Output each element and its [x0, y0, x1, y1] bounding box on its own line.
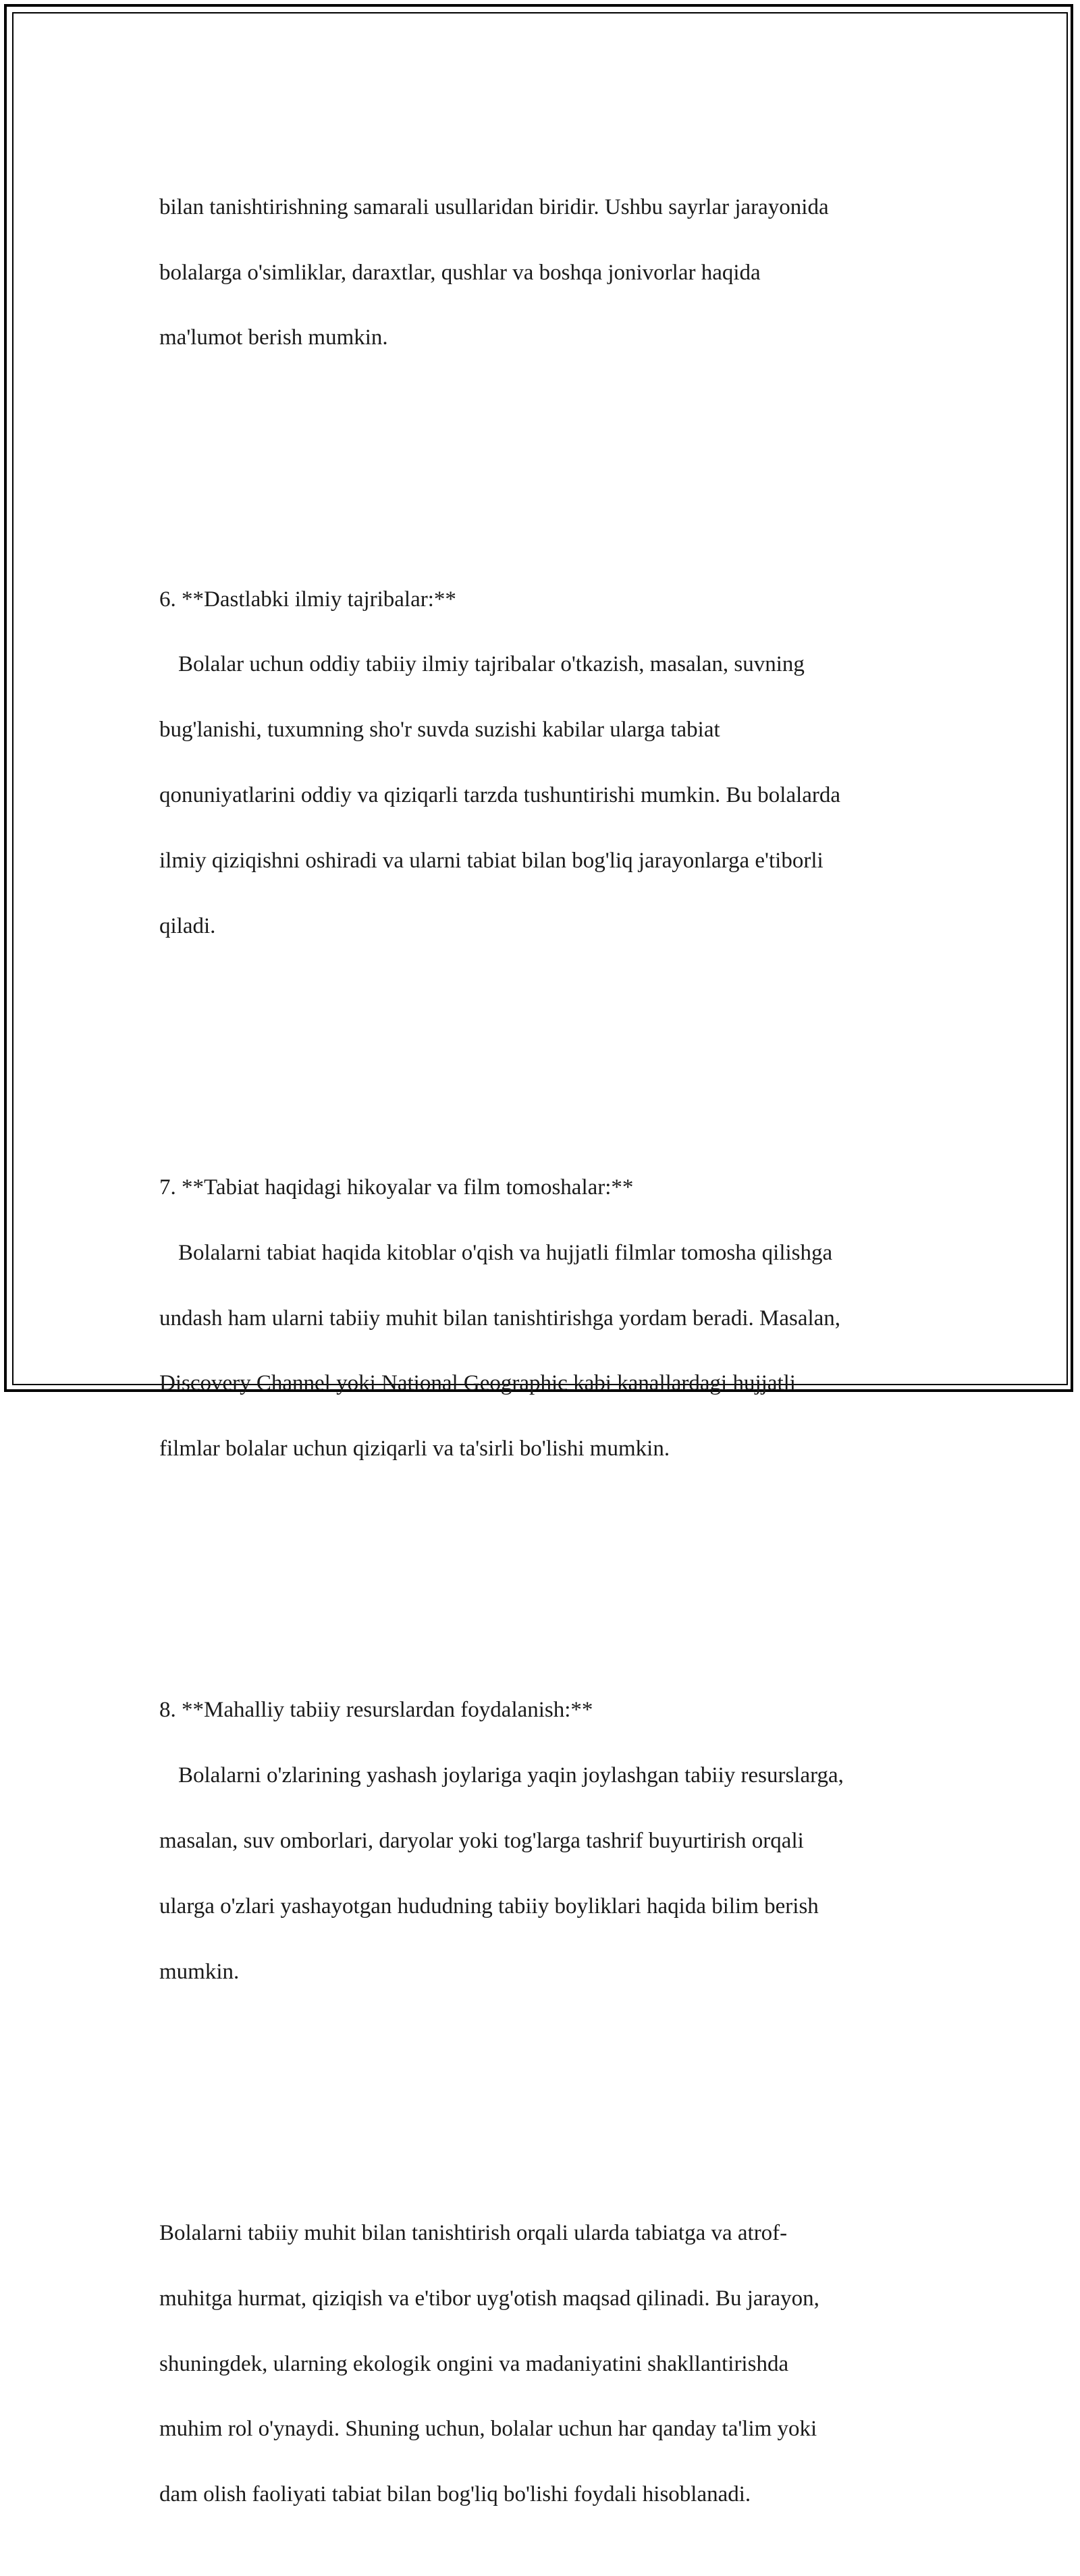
paragraph-gap: [159, 2086, 936, 2118]
paragraph-gap: [159, 1563, 936, 1596]
text-line: Bolalar uchun oddiy tabiiy ilmiy tajribalar o'tkazish, masalan, suvning: [178, 652, 805, 677]
text-line: undash ham ularni tabiiy muhit bilan tanishtirishga yordam beradi. Masalan,: [159, 1306, 841, 1331]
text-line: ma'lumot berish mumkin.: [159, 325, 388, 350]
text-line: Bolalarni o'zlarining yashash joylariga yaqin joylashgan tabiiy resurslarga,: [178, 1763, 844, 1788]
document-body: [159, 126, 936, 2576]
section-8: [159, 1661, 936, 2020]
section-heading: 7. **Tabiat haqidagi hikoyalar va film tomoshalar:**: [159, 1175, 634, 1200]
text-line: muhim rol o'ynaydi. Shuning uchun, bolalar uchun har qanday ta'lim yoki: [159, 2417, 817, 2442]
intro-paragraph: [159, 158, 936, 387]
text-line: Discovery Channel yoki National Geographic kabi kanallardagi hujjatli: [159, 1371, 796, 1396]
conclusion-paragraph: [159, 2184, 936, 2544]
paragraph-gap: [159, 1040, 936, 1073]
text-line: Bolalarni tabiiy muhit bilan tanishtirish orqali ularda tabiatga va atrof-: [159, 2220, 788, 2245]
text-line: bolalarga o'simliklar, daraxtlar, qushlar va boshqa jonivorlar haqida: [159, 260, 761, 285]
paragraph-gap: [159, 452, 936, 485]
section-7: [159, 1139, 936, 1498]
section-6: [159, 550, 936, 975]
text-line: masalan, suv omborlari, daryolar yoki tog'larga tashrif buyurtirish orqali: [159, 1829, 804, 1854]
text-line: bilan tanishtirishning samarali usullaridan biridir. Ushbu sayrlar jarayonida: [159, 194, 829, 219]
text-line: qonuniyatlarini oddiy va qiziqarli tarzda tushuntirishi mumkin. Bu bolalarda: [159, 783, 841, 808]
text-line: Bolalarni tabiat haqida kitoblar o'qish va hujjatli filmlar tomosha qilishga: [178, 1240, 833, 1265]
text-line: mumkin.: [159, 1959, 240, 1984]
text-line: shuningdek, ularning ekologik ongini va madaniyatini shakllantirishda: [159, 2351, 789, 2376]
section-heading: 8. **Mahalliy tabiiy resurslardan foydalanish:**: [159, 1698, 593, 1723]
text-line: dam olish faoliyati tabiat bilan bog'liq bo'lishi foydali hisoblanadi.: [159, 2482, 751, 2507]
text-line: ularga o'zlari yashayotgan hududning tabiiy boyliklari haqida bilim berish: [159, 1894, 819, 1918]
section-heading: 6. **Dastlabki ilmiy tajribalar:**: [159, 587, 456, 612]
text-line: muhitga hurmat, qiziqish va e'tibor uyg'otish maqsad qilinadi. Bu jarayon,: [159, 2286, 819, 2311]
text-line: filmlar bolalar uchun qiziqarli va ta'sirli bo'lishi mumkin.: [159, 1437, 670, 1461]
text-line: qiladi.: [159, 913, 216, 938]
text-line: bug'lanishi, tuxumning sho'r suvda suzishi kabilar ularga tabiat: [159, 718, 720, 743]
text-line: ilmiy qiziqishni oshiradi va ularni tabiat bilan bog'liq jarayonlarga e'tiborli: [159, 848, 824, 873]
